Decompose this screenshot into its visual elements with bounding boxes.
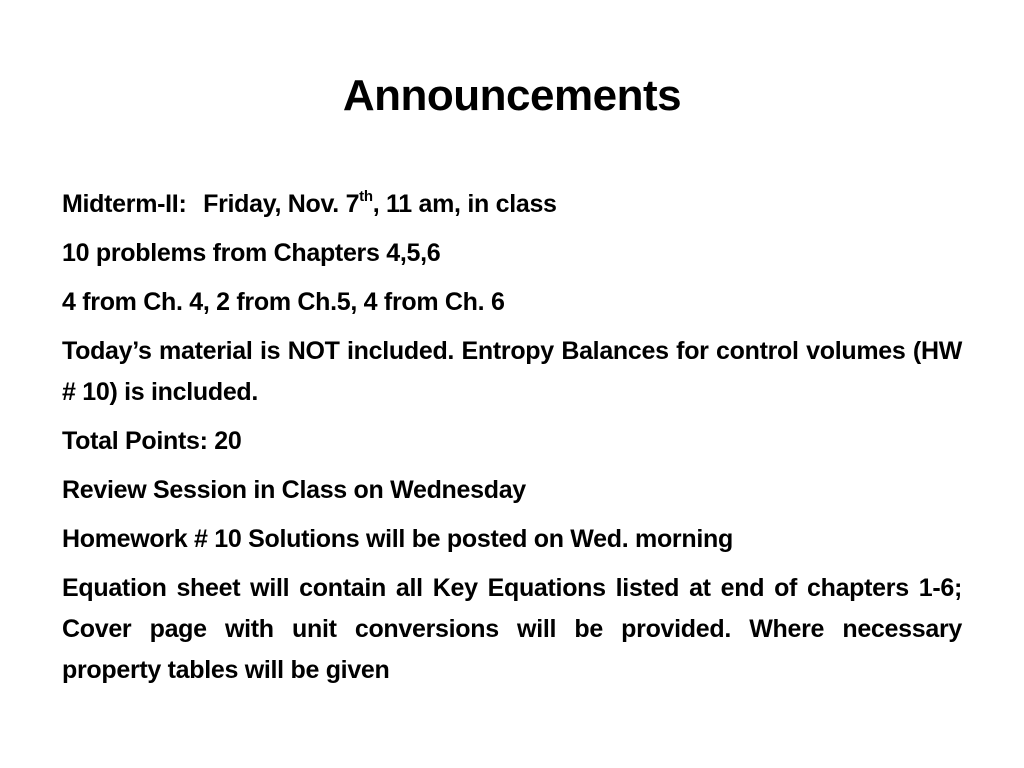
announcement-review-session: Review Session in Class on Wednesday [62,476,526,504]
announcement-problem-breakdown: 4 from Ch. 4, 2 from Ch.5, 4 from Ch. 6 [62,288,505,316]
slide-title: Announcements [342,71,682,120]
announcement-material-scope: Today’s material is NOT included. Entropy Balances for control volumes (HW # 10) is included. [62,337,962,406]
midterm-date: Friday, Nov. 7 [203,190,360,218]
announcement-equation-sheet: Equation sheet will contain all Key Equations listed at end of chapters 1-6; Cover page with unit conversions will be provided. Where necessary property tables will be given [62,574,962,684]
midterm-details: , 11 am, in class [372,190,557,218]
midterm-date-suffix: th [359,187,373,205]
announcement-total-points: Total Points: 20 [62,427,242,455]
announcement-problem-count: 10 problems from Chapters 4,5,6 [62,239,441,267]
midterm-label: Midterm-II: [62,190,187,218]
slide-body [62,184,962,699]
announcement-homework-solutions: Homework # 10 Solutions will be posted on Wed. morning [62,525,733,553]
announcement-midterm [62,184,962,225]
